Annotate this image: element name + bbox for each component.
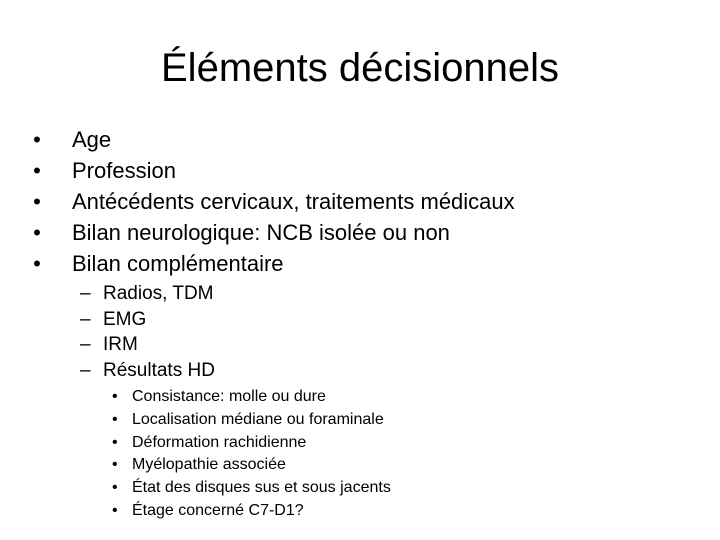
bullet-icon: • <box>33 189 41 214</box>
dash-icon: – <box>80 308 91 330</box>
sub-list-item-label: Résultats HD <box>103 359 215 381</box>
detail-list-item-label: Étage concerné C7-D1? <box>132 501 304 519</box>
sub-list-item-label: IRM <box>103 334 138 355</box>
list-item <box>30 186 700 217</box>
list-item-label: Bilan complémentaire <box>72 251 284 276</box>
bullet-icon: • <box>112 410 118 428</box>
list-item-label: Antécédents cervicaux, traitements médicaux <box>72 189 515 214</box>
sub-list-item <box>72 332 700 358</box>
bullet-icon: • <box>112 388 118 405</box>
list-item <box>30 155 700 186</box>
detail-list-item <box>103 500 700 523</box>
detail-list-item-label: Consistance: molle ou dure <box>132 388 326 405</box>
sub-list-item <box>72 307 700 333</box>
sub-list-item-label: Radios, TDM <box>103 283 214 304</box>
dash-icon: – <box>80 334 91 355</box>
detail-list-item <box>103 454 700 477</box>
list-item <box>30 248 700 523</box>
detail-list <box>103 386 700 523</box>
detail-list-item-label: État des disques sus et sous jacents <box>132 479 391 497</box>
list-item-label: Age <box>72 127 112 152</box>
detail-list-item-label: Myélopathie associée <box>132 456 286 474</box>
list-item <box>30 124 700 155</box>
list-item <box>30 217 700 248</box>
detail-list-item <box>103 409 700 432</box>
sub-list-item <box>72 358 700 523</box>
slide-title: Éléments décisionnels <box>161 46 559 90</box>
bullet-icon: • <box>33 127 41 152</box>
detail-list-item <box>103 386 700 409</box>
list-item-label: Profession <box>72 158 176 183</box>
detail-list-item <box>103 432 700 455</box>
list-item-label: Bilan neurologique: NCB isolée ou non <box>72 220 450 245</box>
dash-icon: – <box>80 359 91 381</box>
detail-list-item-label: Déformation rachidienne <box>132 433 307 451</box>
bullet-list <box>30 124 700 523</box>
sub-list <box>72 281 700 523</box>
bullet-icon: • <box>112 456 118 474</box>
bullet-icon: • <box>112 433 118 451</box>
dash-icon: – <box>80 283 91 304</box>
bullet-icon: • <box>33 220 41 245</box>
bullet-icon: • <box>33 251 41 276</box>
sub-list-item-label: EMG <box>103 308 147 330</box>
bullet-icon: • <box>112 501 118 519</box>
detail-list-item <box>103 477 700 500</box>
detail-list-item-label: Localisation médiane ou foraminale <box>132 410 384 428</box>
bullet-icon: • <box>112 479 118 497</box>
bullet-icon: • <box>33 158 41 183</box>
sub-list-item <box>72 281 700 307</box>
